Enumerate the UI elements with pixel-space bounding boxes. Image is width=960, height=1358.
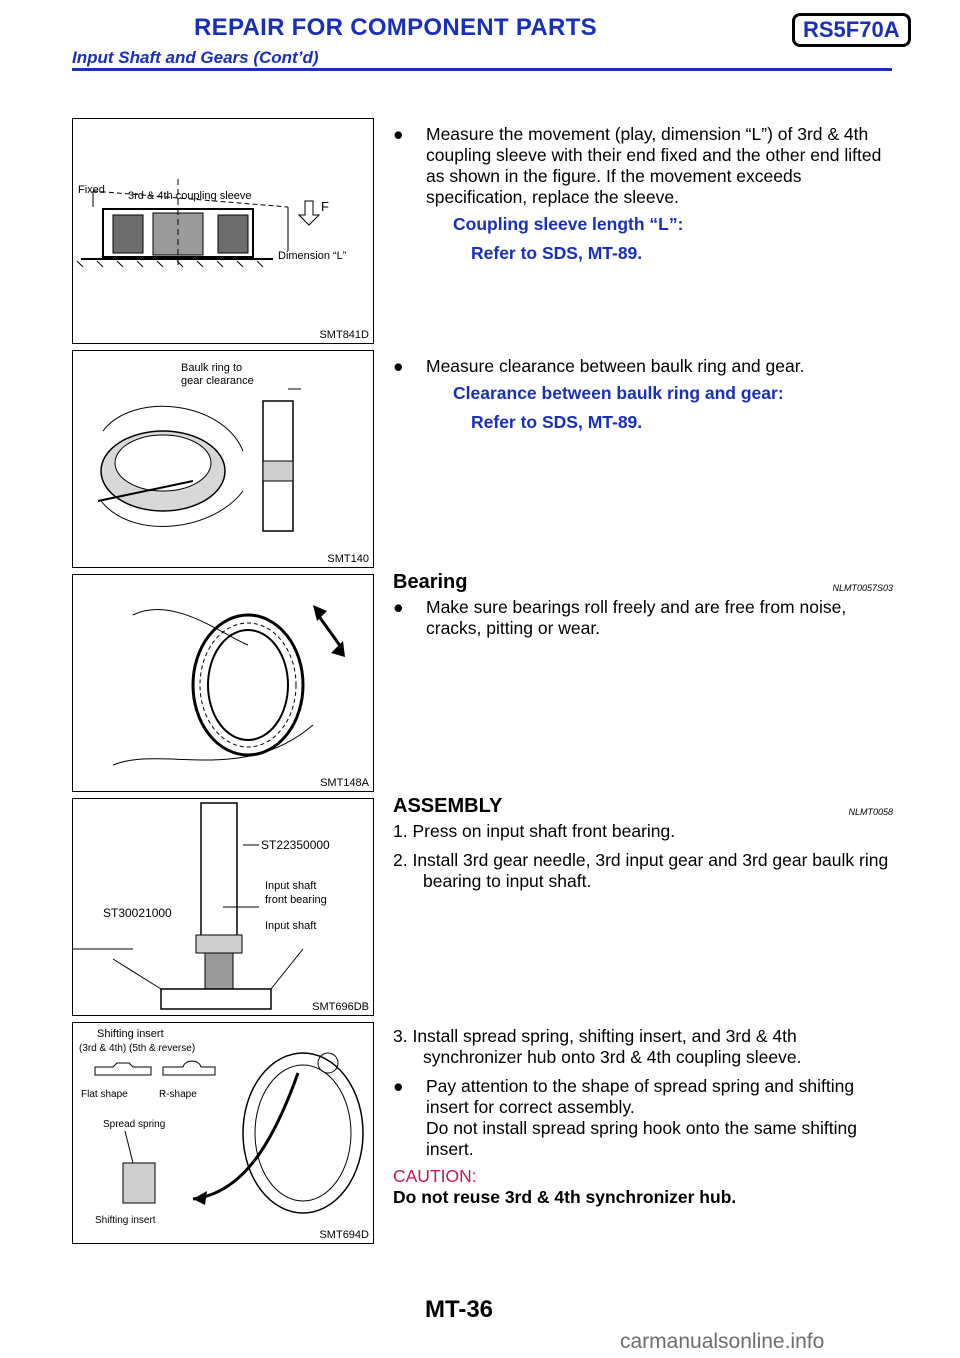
figure-id: SMT694D — [319, 1229, 369, 1241]
spec-value: Refer to SDS, MT-89. — [471, 243, 643, 263]
press-bearing-illustration — [73, 799, 373, 1015]
label-spread-spring: Spread spring — [103, 1119, 166, 1130]
label-force: F — [321, 199, 329, 214]
reference-code: NLMT0057S03 — [832, 583, 893, 593]
figure-id: SMT841D — [319, 329, 369, 341]
heading-assembly — [393, 796, 893, 817]
spec-label: Coupling sleeve length “L”: — [453, 214, 684, 234]
bullet-text: Pay attention to the shape of spread spring and shifting insert for correct assembly. — [426, 1076, 855, 1117]
step-2: 2. Install 3rd gear needle, 3rd input gear and 3rd gear baulk ring bearing to input shaft. — [393, 850, 889, 891]
label-insert-types: (3rd & 4th) (5th & reverse) — [79, 1043, 196, 1054]
bullet-symbol: ● — [393, 356, 404, 376]
bearing-illustration — [73, 575, 373, 791]
label-coupling-sleeve: 3rd & 4th coupling sleeve — [128, 190, 252, 202]
step-3: 3. Install spread spring, shifting insert, and 3rd & 4th synchronizer hub onto 3rd & 4th coupling sleeve. — [393, 1026, 802, 1067]
step-1: 1. Press on input shaft front bearing. — [393, 821, 676, 841]
bullet-text: Make sure bearings roll freely and are free from noise, cracks, pitting or wear. — [426, 597, 847, 638]
label-flat-shape: Flat shape — [81, 1089, 128, 1100]
bullet-text: Measure clearance between baulk ring and gear. — [426, 356, 805, 376]
baulk-ring-illustration — [73, 351, 373, 567]
label-fixed: Fixed — [78, 184, 105, 196]
bullet-item — [393, 124, 893, 208]
spec-label: Clearance between baulk ring and gear: — [453, 383, 784, 403]
bullet-note: Do not install spread spring hook onto the same shifting insert. — [426, 1118, 857, 1159]
heading-text: ASSEMBLY — [393, 795, 503, 817]
label-input-shaft: Input shaft — [265, 920, 317, 932]
spread-spring-illustration — [73, 1023, 373, 1243]
caution-text: Do not reuse 3rd & 4th synchronizer hub. — [393, 1187, 737, 1207]
figure-id: SMT148A — [320, 777, 369, 789]
label-shifting-insert: Shifting insert — [97, 1028, 164, 1040]
figure-baulk-ring — [72, 350, 374, 568]
label-clearance-2: gear clearance — [181, 375, 254, 387]
label-bearing-2: front bearing — [265, 894, 327, 906]
figure-press-bearing — [72, 798, 374, 1016]
bullet-symbol: ● — [393, 1076, 404, 1096]
section-bearing — [393, 572, 893, 645]
caution-heading: CAUTION: — [393, 1166, 477, 1186]
bullet-item — [393, 356, 893, 377]
figure-coupling-sleeve — [72, 118, 374, 344]
heading-bearing — [393, 572, 893, 593]
page-subtitle: Input Shaft and Gears (Cont’d) — [72, 48, 319, 67]
bullet-item — [393, 597, 893, 639]
label-dimension: Dimension “L” — [278, 250, 347, 262]
figure-spread-spring — [72, 1022, 374, 1244]
bullet-symbol: ● — [393, 597, 404, 617]
section-coupling-sleeve — [393, 124, 893, 264]
figure-bearing — [72, 574, 374, 792]
model-badge: RS5F70A — [792, 13, 911, 47]
header-rule — [72, 68, 892, 71]
label-r-shape: R-shape — [159, 1089, 197, 1100]
label-bearing-1: Input shaft — [265, 880, 317, 892]
bullet-symbol: ● — [393, 124, 404, 144]
section-baulk-ring — [393, 356, 893, 433]
watermark: carmanualsonline.info — [620, 1330, 825, 1353]
section-title: REPAIR FOR COMPONENT PARTS — [194, 14, 597, 41]
label-tool-1: ST22350000 — [261, 838, 330, 852]
heading-text: Bearing — [393, 571, 468, 593]
label-shifting-insert-bottom: Shifting insert — [95, 1215, 156, 1226]
label-clearance-1: Baulk ring to — [181, 362, 243, 374]
reference-code: NLMT0058 — [848, 807, 893, 817]
section-spread-spring — [393, 1026, 893, 1208]
section-assembly — [393, 796, 893, 900]
page-number: MT-36 — [425, 1296, 494, 1323]
figure-id: SMT140 — [327, 553, 369, 565]
figure-id: SMT696DB — [312, 1001, 369, 1013]
coupling-sleeve-illustration — [73, 119, 373, 343]
spec-value: Refer to SDS, MT-89. — [471, 412, 643, 432]
bullet-item — [393, 1076, 893, 1160]
label-tool-2: ST30021000 — [103, 906, 172, 920]
bullet-text: Measure the movement (play, dimension “L”) of 3rd & 4th coupling sleeve with their end fixed and the other end lifted as shown in the figure. If the movement exceeds specification, replace the sleeve. — [426, 124, 882, 207]
